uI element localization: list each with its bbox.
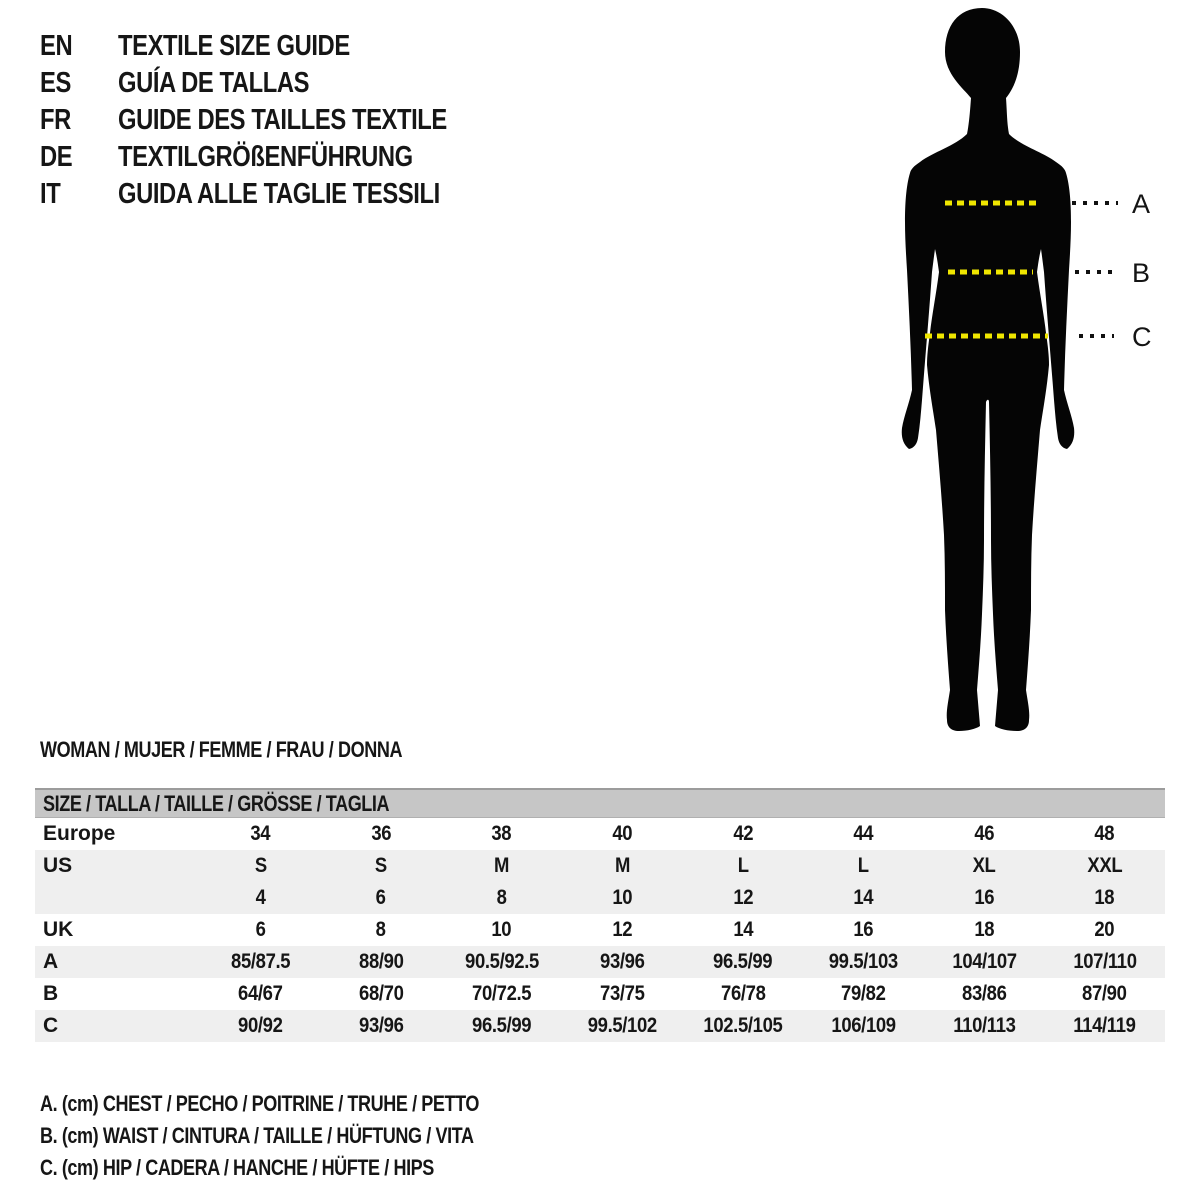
size-cell: XXL — [1087, 854, 1123, 877]
language-row-fr — [40, 102, 519, 139]
size-cell: 93/96 — [599, 950, 645, 973]
size-cell: 110/113 — [952, 1014, 1016, 1037]
size-cell: 16 — [974, 886, 994, 909]
table-row-us-numeric — [35, 882, 1165, 914]
size-cell: L — [737, 854, 749, 877]
size-cell: 14 — [732, 918, 753, 941]
table-row-chest-a — [35, 946, 1165, 978]
woman-silhouette — [902, 8, 1074, 731]
size-cell: 18 — [974, 918, 994, 941]
size-cell: 90.5/92.5 — [464, 950, 539, 973]
size-cell: 114/119 — [1073, 1014, 1136, 1037]
size-cell: S — [254, 854, 267, 877]
guide-title-fr: GUIDE DES TAILLES TEXTILE — [118, 104, 447, 136]
size-cell: XL — [972, 854, 996, 877]
size-cell: S — [374, 854, 387, 877]
size-cell: 6 — [255, 918, 266, 941]
size-cell: 40 — [612, 822, 633, 845]
size-cell: 46 — [974, 822, 994, 845]
language-code-en: EN — [40, 30, 73, 62]
legend-line-chest: A. (cm) CHEST / PECHO / POITRINE / TRUHE / PETTO — [40, 1091, 480, 1116]
size-cell: 93/96 — [358, 1014, 404, 1037]
language-code-fr: FR — [40, 104, 71, 136]
table-row-us — [35, 850, 1165, 882]
language-row-it — [40, 176, 519, 213]
size-cell: 99.5/102 — [587, 1014, 657, 1037]
language-row-de — [40, 139, 519, 176]
size-cell: 20 — [1094, 918, 1115, 941]
size-cell: 76/78 — [720, 982, 766, 1005]
size-cell: 104/107 — [951, 950, 1017, 973]
size-cell: 85/87.5 — [230, 950, 290, 973]
legend-line-waist: B. (cm) WAIST / CINTURA / TAILLE / HÜFTUNG / VITA — [40, 1123, 474, 1148]
size-table-header — [35, 788, 1165, 818]
size-cell: 4 — [255, 886, 266, 909]
size-cell: 8 — [375, 918, 386, 941]
row-label: US — [43, 854, 73, 877]
size-table — [35, 788, 1165, 1042]
size-cell: 87/90 — [1082, 982, 1127, 1005]
guide-title-en: TEXTILE SIZE GUIDE — [118, 30, 350, 62]
row-label: A — [43, 950, 59, 973]
language-code-it: IT — [40, 178, 61, 210]
measure-label-c: C — [1132, 322, 1152, 352]
legend-line-hip: C. (cm) HIP / CADERA / HANCHE / HÜFTE / HIPS — [40, 1155, 434, 1180]
size-cell: 10 — [612, 886, 633, 909]
size-cell: 73/75 — [599, 982, 645, 1005]
size-cell: 79/82 — [841, 982, 886, 1005]
size-cell: 96.5/99 — [471, 1014, 532, 1037]
size-cell: 99.5/103 — [828, 950, 898, 973]
size-cell: 70/72.5 — [471, 982, 532, 1005]
size-cell: 36 — [371, 822, 391, 845]
table-row-hip-c — [35, 1010, 1165, 1042]
size-table-header-text: SIZE / TALLA / TAILLE / GRÖSSE / TAGLIA — [43, 790, 390, 816]
table-row-waist-b — [35, 978, 1165, 1010]
size-cell: 14 — [853, 886, 874, 909]
size-cell: 44 — [853, 822, 874, 845]
language-code-de: DE — [40, 141, 73, 173]
table-row-europe — [35, 818, 1165, 850]
measurement-legend — [40, 1088, 575, 1184]
size-cell: 10 — [491, 918, 512, 941]
language-code-es: ES — [40, 67, 71, 99]
size-cell: 48 — [1094, 822, 1115, 845]
row-label: B — [43, 982, 59, 1005]
guide-title-it: GUIDA ALLE TAGLIE TESSILI — [118, 178, 440, 210]
table-row-uk — [35, 914, 1165, 946]
size-cell: 90/92 — [238, 1014, 283, 1037]
size-cell: 38 — [491, 822, 512, 845]
size-cell: 8 — [496, 886, 507, 909]
size-cell: 18 — [1094, 886, 1115, 909]
size-cell: 6 — [375, 886, 386, 909]
guide-title-de: TEXTILGRÖßENFÜHRUNG — [118, 141, 413, 173]
size-cell: M — [494, 854, 510, 877]
woman-figure — [875, 0, 1195, 740]
section-title-text: WOMAN / MUJER / FEMME / FRAU / DONNA — [40, 737, 403, 762]
language-row-en — [40, 28, 519, 65]
size-cell: 106/109 — [831, 1014, 896, 1037]
section-title — [40, 737, 482, 763]
measure-label-b: B — [1132, 258, 1151, 288]
size-cell: L — [857, 854, 869, 877]
measure-label-a: A — [1132, 189, 1151, 219]
size-cell: 83/86 — [961, 982, 1007, 1005]
row-label: UK — [43, 918, 74, 941]
size-cell: 64/67 — [238, 982, 283, 1005]
row-label: Europe — [43, 822, 116, 845]
language-title-list — [40, 28, 519, 213]
size-cell: 102.5/105 — [703, 1014, 783, 1037]
guide-title-es: GUÍA DE TALLAS — [118, 67, 310, 99]
row-label: C — [43, 1014, 59, 1037]
size-cell: 96.5/99 — [713, 950, 773, 973]
size-cell: 12 — [612, 918, 633, 941]
size-cell: 88/90 — [358, 950, 404, 973]
size-cell: 12 — [732, 886, 753, 909]
size-cell: 68/70 — [358, 982, 404, 1005]
size-cell: 42 — [732, 822, 753, 845]
size-cell: 16 — [853, 918, 874, 941]
size-cell: M — [614, 854, 630, 877]
language-row-es — [40, 65, 519, 102]
size-cell: 107/110 — [1073, 950, 1137, 973]
size-cell: 34 — [250, 822, 271, 845]
